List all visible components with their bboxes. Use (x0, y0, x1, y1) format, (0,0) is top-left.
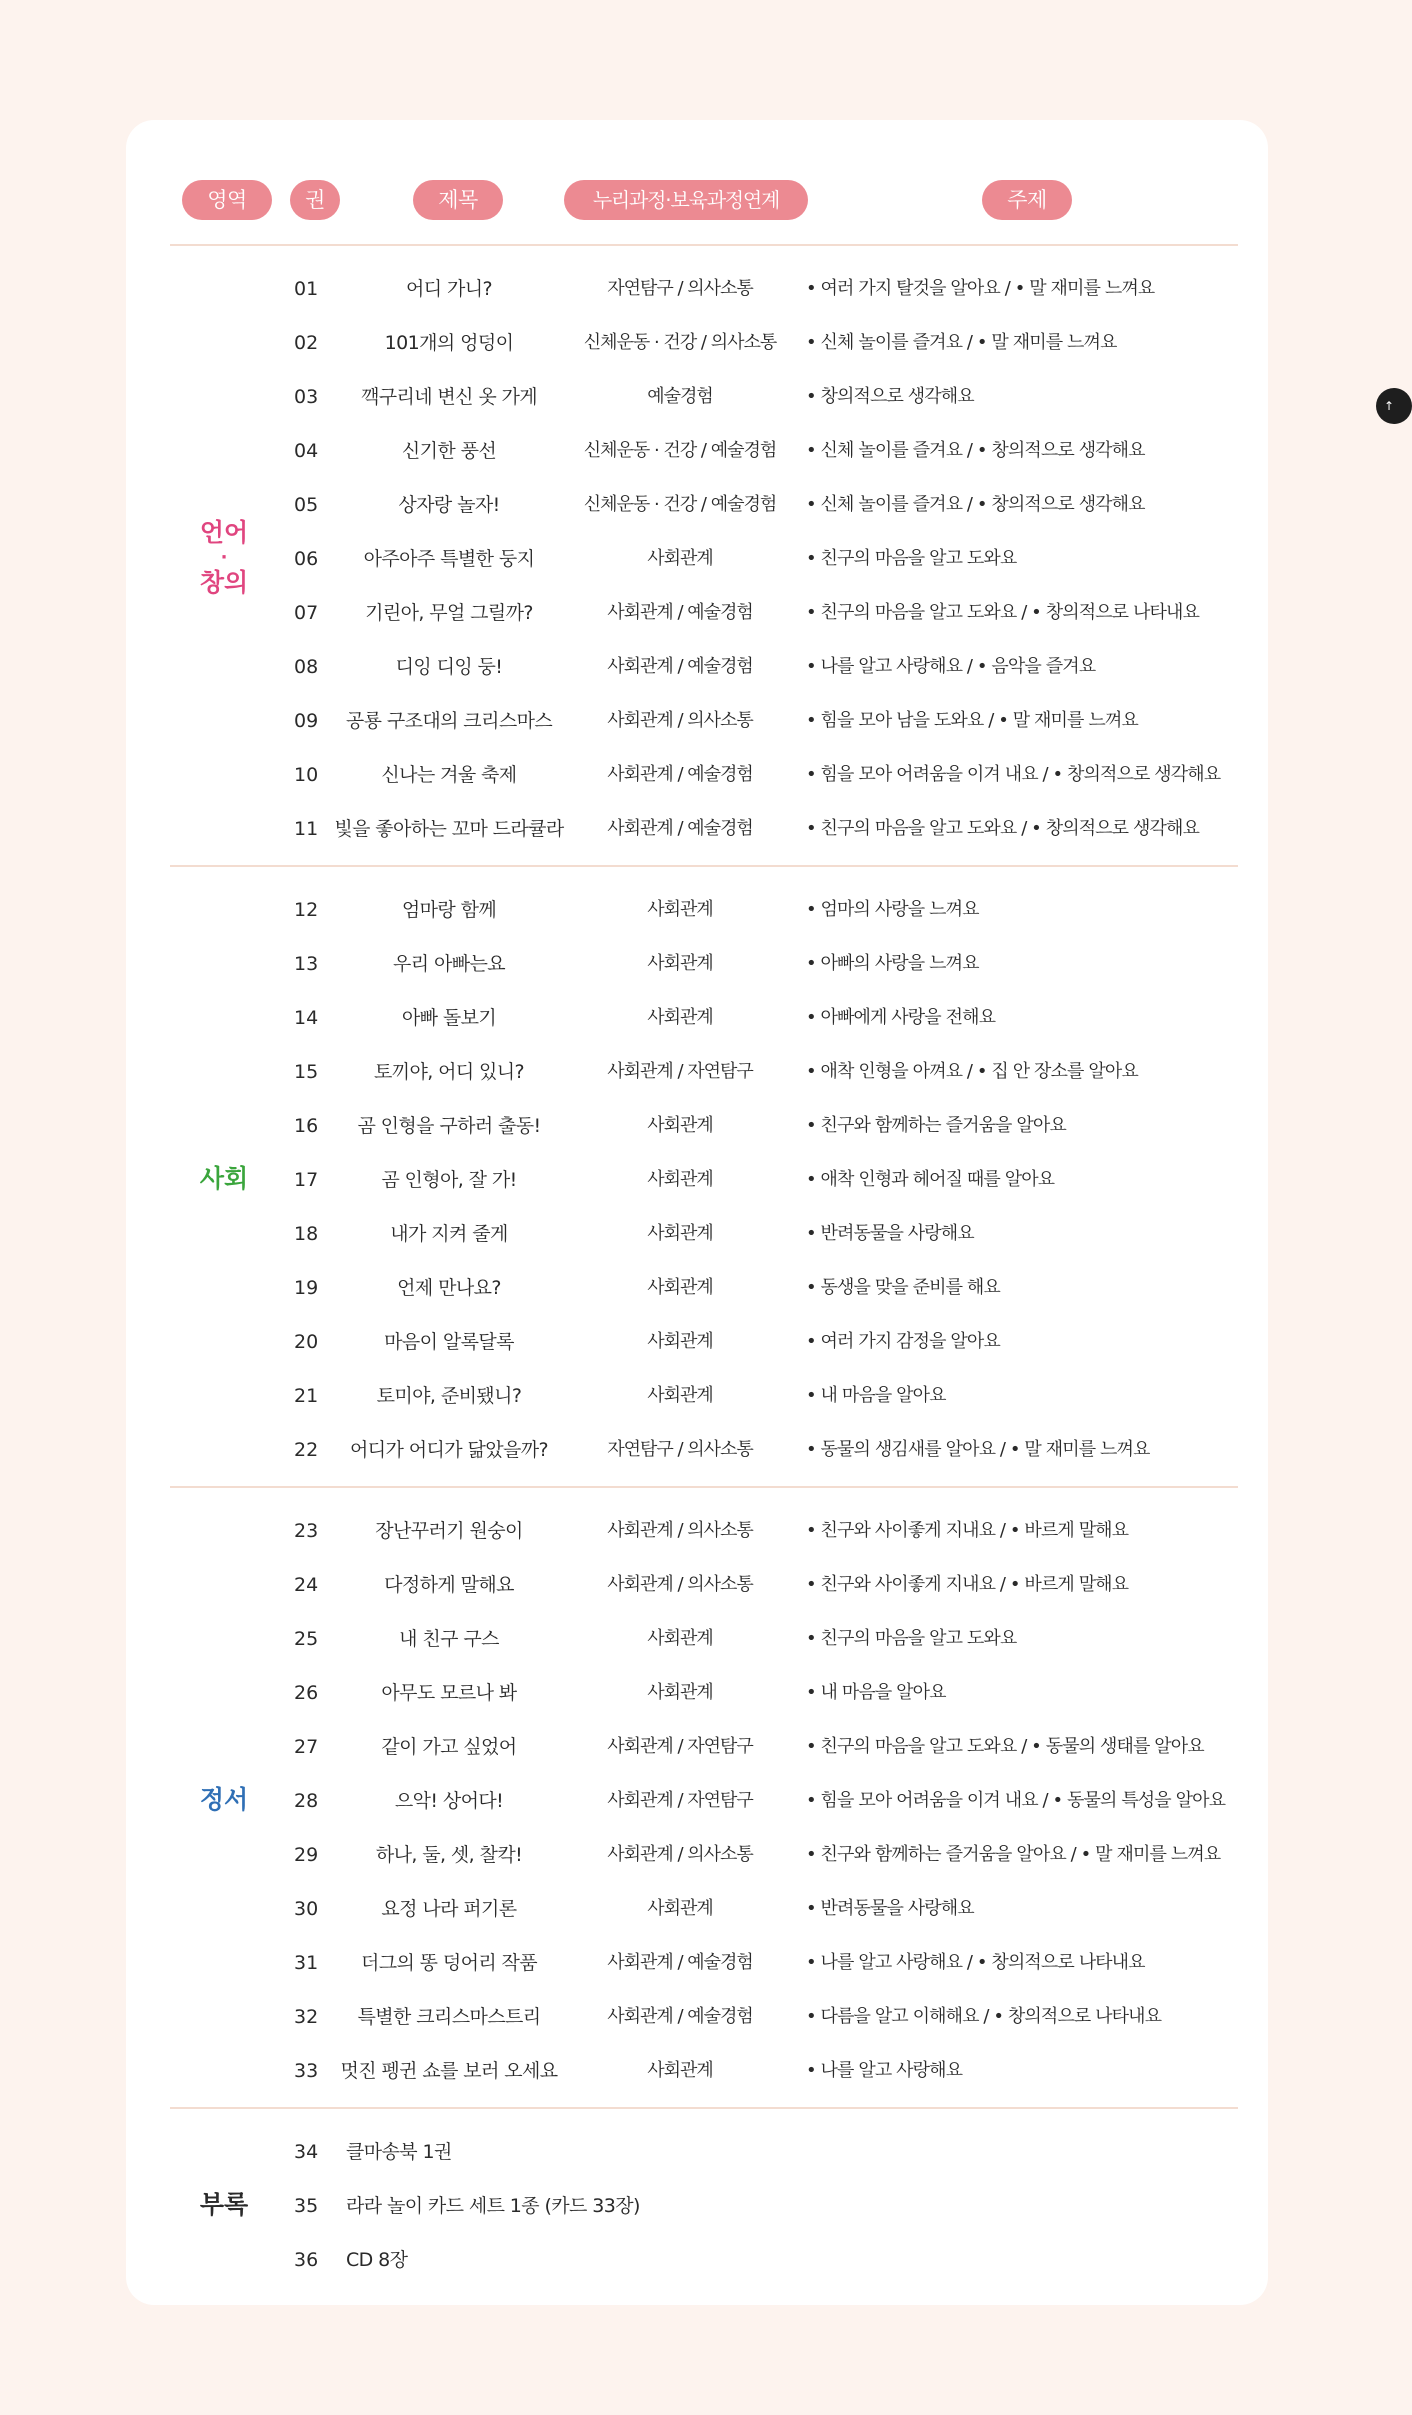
topic-text: • 힘을 모아 어려움을 이겨 내요 / • 창의적으로 생각해요 (806, 764, 1221, 785)
book-title: 하나, 둘, 셋, 찰칵! (375, 1844, 523, 1866)
topic-text: • 신체 놀이를 즐겨요 / • 창의적으로 생각해요 (806, 494, 1145, 515)
volume-number: 10 (294, 764, 319, 786)
volume-number: 14 (294, 1007, 319, 1029)
curriculum-link: 사회관계 (647, 899, 713, 920)
volume-number: 33 (294, 2060, 319, 2082)
topic-text: • 반려동물을 사랑해요 (806, 1223, 974, 1244)
table-row (170, 1990, 1238, 2044)
curriculum-link: 자연탐구 / 의사소통 (607, 1439, 753, 1460)
volume-number: 13 (294, 953, 319, 975)
volume-number: 31 (294, 1952, 319, 1974)
curriculum-link: 사회관계 / 예술경험 (607, 764, 753, 785)
topic-text: • 친구의 마음을 알고 도와요 (806, 1628, 1017, 1649)
area-label-part: 정서 (199, 1785, 249, 1814)
volume-number: 02 (294, 332, 319, 354)
table-row (170, 640, 1238, 694)
table-row (170, 424, 1238, 478)
topic-text: • 친구와 사이좋게 지내요 / • 바르게 말해요 (806, 1574, 1129, 1595)
table-row (170, 262, 1238, 316)
curriculum-link: 사회관계 (647, 1385, 713, 1406)
volume-number: 05 (294, 494, 319, 516)
curriculum-link: 사회관계 / 예술경험 (607, 818, 753, 839)
table-row (170, 1612, 1238, 1666)
book-title: CD 8장 (346, 2249, 408, 2271)
topic-text: • 엄마의 사랑을 느껴요 (806, 899, 979, 920)
book-title: 특별한 크리스마스트리 (357, 2006, 541, 2028)
curriculum-link: 신체운동 · 건강 / 의사소통 (583, 332, 777, 353)
volume-number: 20 (294, 1331, 319, 1353)
table-row (170, 370, 1238, 424)
book-title: 라라 놀이 카드 세트 1종 (카드 33장) (346, 2195, 640, 2217)
book-title: 우리 아빠는요 (393, 953, 505, 975)
topic-text: • 아빠의 사랑을 느껴요 (806, 953, 979, 974)
topic-text: • 친구와 함께하는 즐거움을 알아요 (806, 1115, 1066, 1136)
table-row (170, 2179, 1238, 2233)
book-title: 토미야, 준비됐니? (376, 1385, 522, 1407)
table-row (170, 1666, 1238, 1720)
topic-text: • 반려동물을 사랑해요 (806, 1898, 974, 1919)
book-title: 아무도 모르나 봐 (381, 1682, 517, 1704)
volume-number: 03 (294, 386, 319, 408)
book-title: 다정하게 말해요 (384, 1574, 514, 1596)
volume-number: 18 (294, 1223, 319, 1245)
table-row (170, 883, 1238, 937)
topic-text: • 친구의 마음을 알고 도와요 (806, 548, 1017, 569)
topic-text: • 내 마음을 알아요 (806, 1385, 946, 1406)
book-title: 신기한 풍선 (401, 440, 497, 462)
volume-number: 09 (294, 710, 319, 732)
area-label-part: 언어 (199, 518, 249, 547)
book-title: 디잉 디잉 둥! (395, 656, 503, 678)
curriculum-link: 사회관계 / 자연탐구 (607, 1790, 753, 1811)
table-row (170, 316, 1238, 370)
topic-text: • 친구의 마음을 알고 도와요 / • 창의적으로 생각해요 (806, 818, 1199, 839)
area-label-part: 사회 (199, 1164, 249, 1193)
topic-text: • 친구의 마음을 알고 도와요 / • 동물의 생태를 알아요 (806, 1736, 1204, 1757)
curriculum-link: 사회관계 (647, 1115, 713, 1136)
curriculum-link: 사회관계 / 예술경험 (607, 2006, 753, 2027)
header-curriculum: 누리과정·보육과정연계 (564, 180, 808, 220)
topic-text: • 나를 알고 사랑해요 (806, 2060, 963, 2081)
table-row (170, 1423, 1238, 1477)
curriculum-link: 사회관계 / 예술경험 (607, 1952, 753, 1973)
topic-text: • 동물의 생김새를 알아요 / • 말 재미를 느껴요 (806, 1439, 1150, 1460)
topic-text: • 나를 알고 사랑해요 / • 창의적으로 나타내요 (806, 1952, 1145, 1973)
area-label-part: 부록 (199, 2190, 249, 2219)
book-title: 토끼야, 어디 있니? (373, 1061, 525, 1083)
book-title: 엄마랑 함께 (401, 899, 497, 921)
book-title: 멋진 펭귄 쇼를 보러 오세요 (340, 2060, 558, 2082)
table-row (170, 1045, 1238, 1099)
topic-text: • 여러 가지 감정을 알아요 (806, 1331, 1000, 1352)
volume-number: 07 (294, 602, 319, 624)
topic-text: • 애착 인형을 아껴요 / • 집 안 장소를 알아요 (806, 1061, 1138, 1082)
curriculum-link: 신체운동 · 건강 / 예술경험 (583, 440, 777, 461)
volume-number: 35 (294, 2195, 319, 2217)
volume-number: 22 (294, 1439, 319, 1461)
book-title: 으악! 상어다! (394, 1790, 504, 1812)
book-title: 언제 만나요? (397, 1277, 501, 1299)
curriculum-link: 사회관계 / 의사소통 (607, 1574, 753, 1595)
topic-text: • 창의적으로 생각해요 (806, 386, 974, 407)
header-title: 제목 (413, 180, 503, 220)
table-row (170, 2044, 1238, 2098)
book-title: 요정 나라 퍼기론 (381, 1898, 517, 1920)
header-topic: 주제 (982, 180, 1072, 220)
section-group (170, 1486, 1238, 2112)
volume-number: 27 (294, 1736, 319, 1758)
book-title: 아빠 돌보기 (401, 1007, 497, 1029)
curriculum-link: 예술경험 (647, 386, 713, 407)
topic-text: • 친구와 사이좋게 지내요 / • 바르게 말해요 (806, 1520, 1129, 1541)
curriculum-link: 사회관계 / 예술경험 (607, 602, 753, 623)
volume-number: 34 (294, 2141, 319, 2163)
curriculum-link: 신체운동 · 건강 / 예술경험 (583, 494, 777, 515)
book-title: 상자랑 놀자! (398, 494, 500, 516)
curriculum-link: 사회관계 / 의사소통 (607, 1520, 753, 1541)
book-title: 장난꾸러기 원숭이 (375, 1520, 523, 1542)
volume-number: 30 (294, 1898, 319, 1920)
volume-number: 15 (294, 1061, 319, 1083)
book-list-card (126, 120, 1268, 2305)
table-row (170, 478, 1238, 532)
volume-number: 23 (294, 1520, 319, 1542)
volume-number: 06 (294, 548, 319, 570)
topic-text: • 힘을 모아 어려움을 이겨 내요 / • 동물의 특성을 알아요 (806, 1790, 1226, 1811)
table-row (170, 748, 1238, 802)
table-row (170, 1720, 1238, 1774)
book-title: 내가 지켜 줄게 (390, 1223, 508, 1245)
volume-number: 32 (294, 2006, 319, 2028)
topic-text: • 동생을 맞을 준비를 해요 (806, 1277, 1000, 1298)
topic-text: • 내 마음을 알아요 (806, 1682, 946, 1703)
area-label-part: 창의 (199, 568, 249, 597)
table-row (170, 1261, 1238, 1315)
header-area: 영역 (182, 180, 272, 220)
book-title: 같이 가고 싶었어 (381, 1736, 517, 1758)
volume-number: 12 (294, 899, 319, 921)
book-title: 곰 인형아, 잘 가! (381, 1169, 517, 1191)
volume-number: 26 (294, 1682, 319, 1704)
table-row (170, 1828, 1238, 1882)
volume-number: 16 (294, 1115, 319, 1137)
page-indicator-icon[interactable]: ↑ (1376, 388, 1412, 424)
book-title: 공룡 구조대의 크리스마스 (345, 710, 553, 732)
table-row (170, 2233, 1238, 2287)
book-title: 아주아주 특별한 둥지 (363, 548, 535, 570)
volume-number: 21 (294, 1385, 319, 1407)
book-title: 클마송북 1권 (346, 2141, 452, 2163)
topic-text: • 힘을 모아 남을 도와요 / • 말 재미를 느껴요 (806, 710, 1138, 731)
table-row (170, 586, 1238, 640)
topic-text: • 신체 놀이를 즐겨요 / • 말 재미를 느껴요 (806, 332, 1117, 353)
curriculum-link: 사회관계 (647, 1223, 713, 1244)
table-row (170, 1099, 1238, 1153)
book-title: 마음이 알록달록 (384, 1331, 514, 1353)
topic-text: • 친구와 함께하는 즐거움을 알아요 / • 말 재미를 느껴요 (806, 1844, 1221, 1865)
table-row (170, 991, 1238, 1045)
section-group (170, 2107, 1238, 2301)
curriculum-link: 사회관계 / 예술경험 (607, 656, 753, 677)
curriculum-link: 사회관계 (647, 1007, 713, 1028)
topic-text: • 애착 인형과 헤어질 때를 알아요 (806, 1169, 1055, 1190)
curriculum-link: 사회관계 (647, 1277, 713, 1298)
table-row (170, 1369, 1238, 1423)
curriculum-link: 사회관계 (647, 1898, 713, 1919)
curriculum-link: 사회관계 (647, 1331, 713, 1352)
table-row (170, 1558, 1238, 1612)
table-row (170, 1936, 1238, 1990)
book-title: 어디 가니? (406, 278, 492, 300)
curriculum-link: 사회관계 / 자연탐구 (607, 1061, 753, 1082)
book-title: 빛을 좋아하는 꼬마 드라큘라 (334, 818, 564, 840)
table-row (170, 694, 1238, 748)
book-title: 신나는 겨울 축제 (381, 764, 517, 786)
volume-number: 29 (294, 1844, 319, 1866)
table-row (170, 2125, 1238, 2179)
curriculum-link: 사회관계 (647, 2060, 713, 2081)
volume-number: 28 (294, 1790, 319, 1812)
curriculum-link: 사회관계 / 의사소통 (607, 1844, 753, 1865)
volume-number: 24 (294, 1574, 319, 1596)
volume-number: 11 (294, 818, 319, 840)
curriculum-link: 사회관계 (647, 548, 713, 569)
volume-number: 08 (294, 656, 319, 678)
curriculum-link: 사회관계 (647, 1628, 713, 1649)
volume-number: 01 (294, 278, 319, 300)
topic-text: • 여러 가지 탈것을 알아요 / • 말 재미를 느껴요 (806, 278, 1155, 299)
curriculum-link: 사회관계 / 의사소통 (607, 710, 753, 731)
book-title: 깩구리네 변신 옷 가게 (360, 386, 538, 408)
volume-number: 36 (294, 2249, 319, 2271)
topic-text: • 신체 놀이를 즐겨요 / • 창의적으로 생각해요 (806, 440, 1145, 461)
table-header (126, 180, 1268, 220)
curriculum-link: 사회관계 (647, 953, 713, 974)
volume-number: 04 (294, 440, 319, 462)
table-row (170, 802, 1238, 856)
book-title: 기린아, 무얼 그릴까? (365, 602, 533, 624)
book-title: 내 친구 구스 (399, 1628, 499, 1650)
curriculum-link: 사회관계 / 자연탐구 (607, 1736, 753, 1757)
curriculum-link: 사회관계 (647, 1169, 713, 1190)
curriculum-link: 사회관계 (647, 1682, 713, 1703)
book-title: 101개의 엉덩이 (384, 332, 514, 354)
book-title: 곰 인형을 구하러 출동! (357, 1115, 541, 1137)
section-group (170, 244, 1238, 870)
book-title: 어디가 어디가 닮았을까? (350, 1439, 548, 1461)
table-row (170, 1504, 1238, 1558)
table-row (170, 532, 1238, 586)
topic-text: • 나를 알고 사랑해요 / • 음악을 즐겨요 (806, 656, 1096, 677)
table-row (170, 1315, 1238, 1369)
area-label-part: · (220, 547, 228, 568)
topic-text: • 아빠에게 사랑을 전해요 (806, 1007, 996, 1028)
table-row (170, 1882, 1238, 1936)
table-row (170, 1153, 1238, 1207)
table-row (170, 937, 1238, 991)
volume-number: 25 (294, 1628, 319, 1650)
section-group (170, 865, 1238, 1491)
volume-number: 19 (294, 1277, 319, 1299)
topic-text: • 친구의 마음을 알고 도와요 / • 창의적으로 나타내요 (806, 602, 1199, 623)
table-row (170, 1774, 1238, 1828)
table-row (170, 1207, 1238, 1261)
topic-text: • 다름을 알고 이해해요 / • 창의적으로 나타내요 (806, 2006, 1162, 2027)
book-title: 더그의 똥 덩어리 작품 (360, 1952, 538, 1974)
header-volume: 권 (290, 180, 340, 220)
curriculum-link: 자연탐구 / 의사소통 (607, 278, 753, 299)
volume-number: 17 (294, 1169, 319, 1191)
